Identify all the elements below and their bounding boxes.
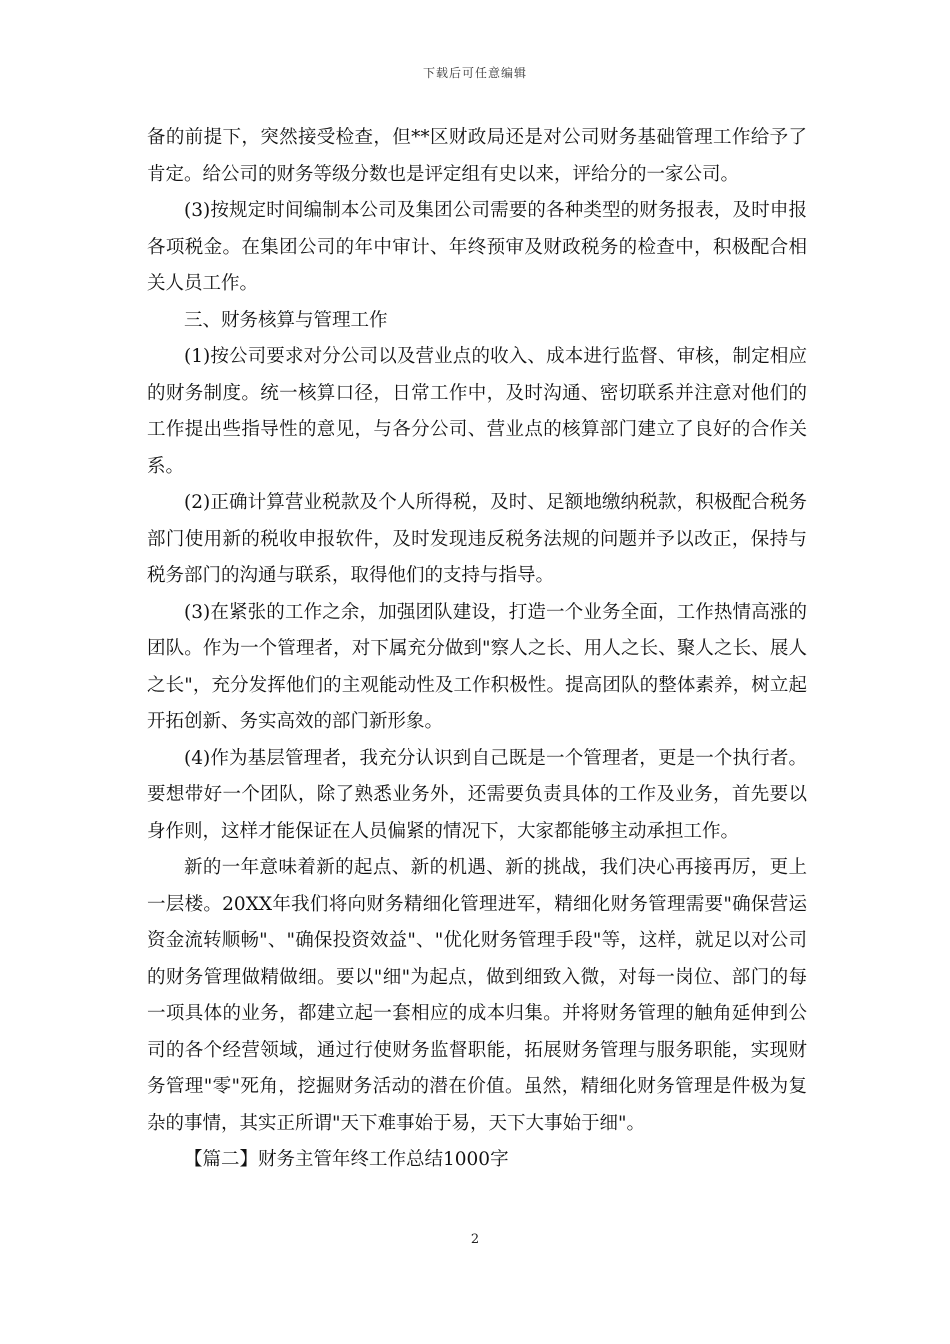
page-number: 2	[470, 1232, 480, 1247]
paragraph-7: (4)作为基层管理者，我充分认识到自己既是一个管理者，更是一个执行者。要想带好一个团队，除了熟悉业务外，还需要负责具体的工作及业务，首先要以身作则，这样才能保证在人员偏紧的情况下，大家都能够主动承担工作。	[147, 747, 807, 842]
document-body	[147, 120, 807, 1179]
chapter-heading: 【篇二】财务主管年终工作总结1000字	[184, 1149, 509, 1170]
paragraph-8: 新的一年意味着新的起点、新的机遇、新的挑战，我们决心再接再厉，更上一层楼。20XX年我们将向财务精细化管理进军，精细化财务管理需要"确保营运资金流转顺畅"、"确保投资效益"、"优化财务管理手段"等，这样，就足以对公司的财务管理做精做细。要以"细"为起点，做到细致入微，对每一岗位、部门的每一项具体的业务，都建立起一套相应的成本归集。并将财务管理的触角延伸到公司的各个经营领域，通过行使财务监督职能，拓展财务管理与服务职能，实现财务管理"零"死角，挖掘财务活动的潜在价值。虽然，精细化财务管理是件极为复杂的事情，其实正所谓"天下难事始于易，天下大事始于细"。	[147, 857, 807, 1134]
paragraph-1: 备的前提下，突然接受检查，但**区财政局还是对公司财务基础管理工作给予了肯定。给公司的财务等级分数也是评定组有史以来，评给分的一家公司。	[147, 127, 807, 185]
page-header: 下载后可任意编辑	[422, 66, 527, 80]
paragraph-5: (2)正确计算营业税款及个人所得税，及时、足额地缴纳税款，积极配合税务部门使用新的税收申报软件，及时发现违反税务法规的问题并予以改正，保持与税务部门的沟通与联系，取得他们的支持与指导。	[147, 492, 807, 586]
paragraph-2: (3)按规定时间编制本公司及集团公司需要的各种类型的财务报表，及时申报各项税金。在集团公司的年中审计、年终预审及财政税务的检查中，积极配合相关人员工作。	[147, 200, 807, 294]
paragraph-6: (3)在紧张的工作之余，加强团队建设，打造一个业务全面，工作热情高涨的团队。作为一个管理者，对下属充分做到"察人之长、用人之长、聚人之长、展人之长"，充分发挥他们的主观能动性及工作积极性。提高团队的整体素养，树立起开拓创新、务实高效的部门新形象。	[147, 601, 807, 732]
section-heading-3: 三、财务核算与管理工作	[184, 309, 388, 331]
paragraph-4: (1)按公司要求对分公司以及营业点的收入、成本进行监督、审核，制定相应的财务制度。统一核算口径，日常工作中，及时沟通、密切联系并注意对他们的工作提出些指导性的意见，与各分公司、营业点的核算部门建立了良好的合作关系。	[147, 346, 807, 477]
